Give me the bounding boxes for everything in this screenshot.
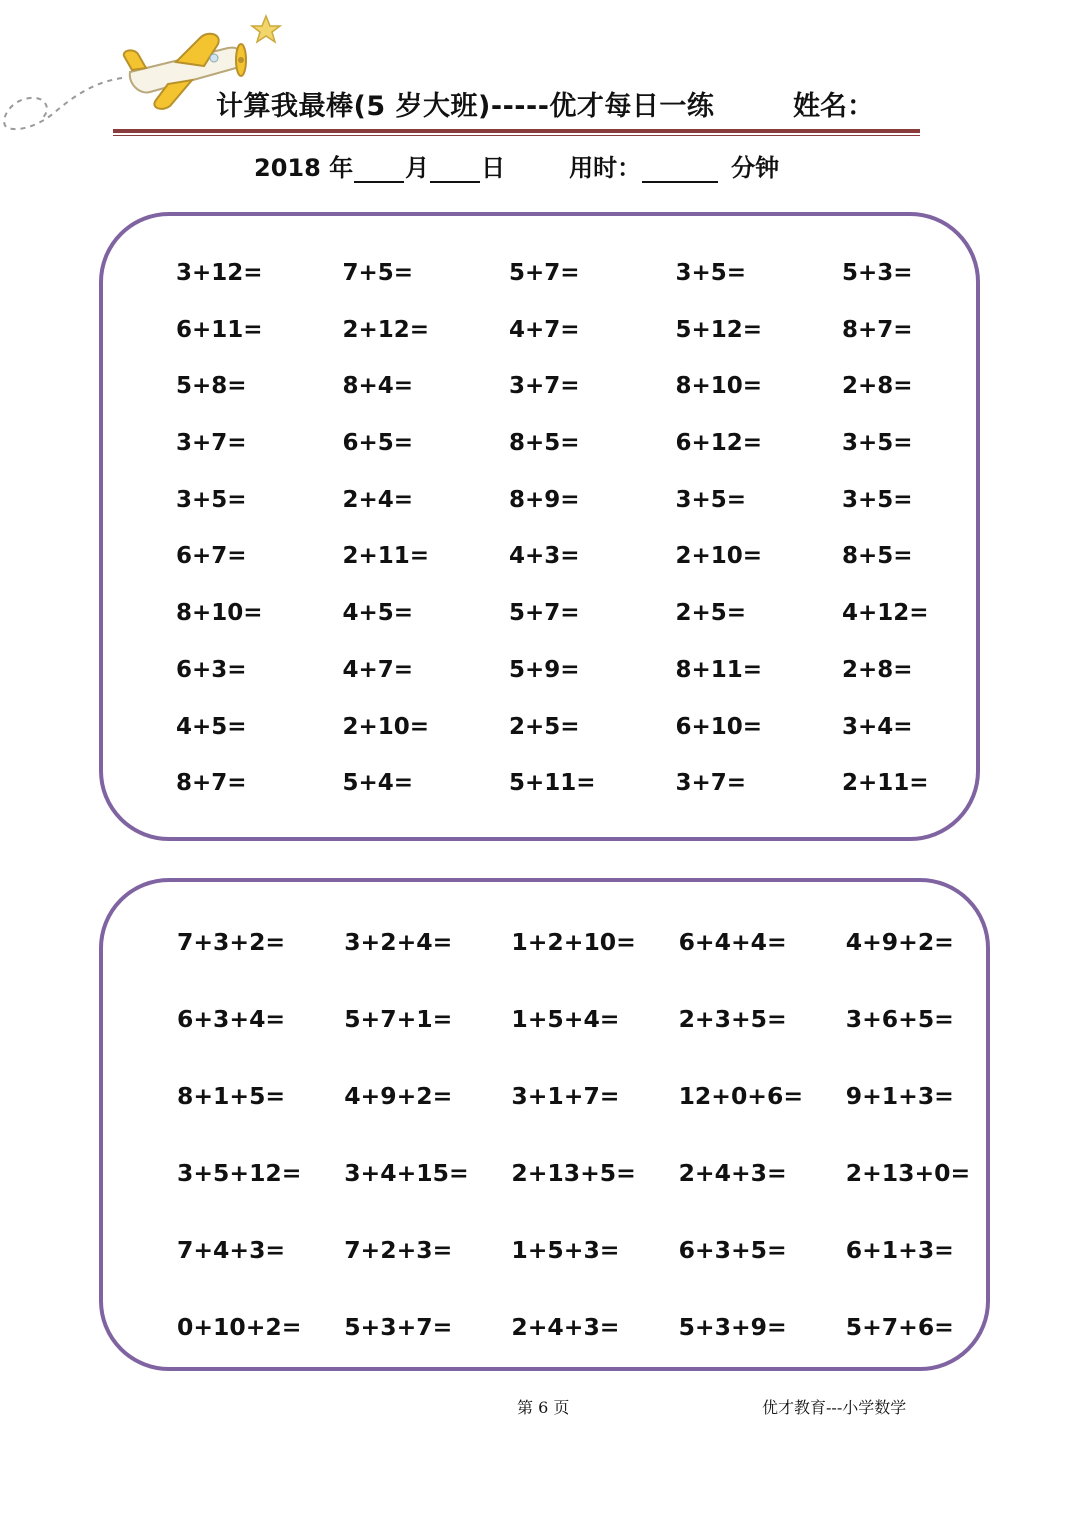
math-problem: 6+3+4= [177, 1005, 286, 1033]
star-icon [252, 16, 280, 42]
math-problem: 2+4= [342, 486, 414, 513]
math-problem: 3+7= [675, 770, 747, 797]
problem-grid-2 [177, 922, 1013, 1384]
math-problem: 5+7= [509, 600, 580, 627]
math-problem: 2+5= [509, 713, 580, 740]
time-label: 用时： [569, 154, 642, 182]
math-problem: 4+12= [842, 600, 929, 627]
math-problem: 2+4+3= [511, 1313, 620, 1341]
airplane-decoration [0, 0, 300, 150]
day-blank [430, 155, 480, 183]
math-problem: 2+10= [342, 713, 430, 740]
math-problem: 4+9+2= [845, 928, 954, 956]
math-problem: 8+7= [176, 770, 247, 797]
math-problem: 2+12= [342, 316, 430, 343]
math-problem: 3+6+5= [845, 1005, 954, 1033]
math-problem: 8+9= [509, 486, 580, 513]
math-problem: 5+7+6= [845, 1313, 954, 1341]
math-problem: 6+1+3= [845, 1236, 954, 1264]
math-problem: 6+4+4= [678, 928, 787, 956]
math-problem: 0+10+2= [177, 1313, 302, 1341]
math-problem: 6+5= [342, 430, 414, 457]
math-problem: 6+3+5= [678, 1236, 787, 1264]
page-number: 第 6 页 [517, 1398, 570, 1417]
math-problem: 3+12= [176, 260, 263, 286]
math-problem: 2+8= [842, 373, 913, 400]
math-problem: 5+12= [675, 316, 763, 343]
time-blank [642, 155, 718, 183]
math-problem: 3+7= [509, 373, 580, 400]
math-problem: 2+11= [342, 543, 430, 570]
day-label: 日 [481, 154, 506, 182]
math-problem: 3+2+4= [344, 928, 453, 956]
math-problem: 4+7= [342, 656, 414, 683]
math-problem: 4+5= [176, 713, 247, 740]
math-problem: 6+10= [675, 713, 763, 740]
minutes-label: 分钟 [731, 154, 780, 182]
math-problem: 5+11= [509, 770, 596, 797]
math-problem: 6+7= [176, 543, 247, 570]
math-problem: 1+5+4= [511, 1005, 620, 1033]
math-problem: 3+4+15= [344, 1159, 469, 1187]
math-problem: 8+10= [675, 373, 763, 400]
math-problem: 3+5= [675, 260, 747, 286]
year-label: 2018 年 [254, 154, 354, 182]
math-problem: 8+11= [675, 656, 763, 683]
math-problem: 1+2+10= [511, 928, 636, 956]
math-problem: 5+3+9= [678, 1313, 787, 1341]
math-problem: 2+4+3= [678, 1159, 787, 1187]
math-problem: 5+7+1= [344, 1005, 453, 1033]
math-problem: 3+5= [176, 486, 247, 513]
math-problem: 7+3+2= [177, 928, 286, 956]
problem-grid-1 [176, 253, 1009, 820]
math-problem: 2+11= [842, 770, 929, 797]
math-problem: 3+4= [842, 713, 913, 740]
math-problem: 8+5= [509, 430, 580, 457]
math-problem: 3+5= [842, 430, 913, 457]
math-problem: 5+3+7= [344, 1313, 453, 1341]
math-problem: 2+13+0= [845, 1159, 971, 1187]
math-problem: 6+3= [176, 656, 247, 683]
math-problem: 5+9= [509, 656, 580, 683]
math-problem: 3+5+12= [177, 1159, 302, 1187]
math-problem: 8+1+5= [177, 1082, 286, 1110]
math-problem: 9+1+3= [845, 1082, 954, 1110]
header-divider-thin [113, 135, 920, 136]
math-problem: 8+4= [342, 373, 414, 400]
math-problem: 12+0+6= [678, 1082, 804, 1110]
math-problem: 1+5+3= [511, 1236, 620, 1264]
math-problem: 2+5= [675, 600, 747, 627]
math-problem: 4+5= [342, 600, 414, 627]
math-problem: 5+4= [342, 770, 414, 797]
math-problem: 3+1+7= [511, 1082, 620, 1110]
math-problem: 4+9+2= [344, 1082, 453, 1110]
math-problem: 3+5= [675, 486, 747, 513]
math-problem: 8+5= [842, 543, 913, 570]
math-problem: 3+7= [176, 430, 247, 457]
math-problem: 2+8= [842, 656, 913, 683]
math-problem: 7+4+3= [177, 1236, 286, 1264]
math-problem: 4+7= [509, 316, 580, 343]
header-divider [113, 129, 920, 133]
name-label: 姓名： [793, 91, 874, 122]
math-problem: 8+7= [842, 316, 913, 343]
math-problem: 2+3+5= [678, 1005, 787, 1033]
math-problem: 4+3= [509, 543, 580, 570]
month-label: 月 [405, 154, 430, 182]
math-problem: 5+7= [509, 260, 580, 286]
math-problem: 5+8= [176, 373, 247, 400]
math-problem: 7+2+3= [344, 1236, 453, 1264]
math-problem: 6+12= [675, 430, 763, 457]
math-problem: 5+3= [842, 260, 913, 286]
math-problem: 3+5= [842, 486, 913, 513]
date-line [254, 148, 779, 183]
math-problem: 2+10= [675, 543, 763, 570]
math-problem: 7+5= [342, 260, 414, 286]
footer-organization: 优才教育---小学数学 [762, 1398, 907, 1417]
month-blank [354, 155, 404, 183]
math-problem: 6+11= [176, 316, 263, 343]
math-problem: 2+13+5= [511, 1159, 636, 1187]
flight-path [4, 78, 122, 129]
math-problem: 8+10= [176, 600, 263, 627]
worksheet-title: 计算我最棒(5 岁大班)-----优才每日一练 [216, 91, 715, 122]
